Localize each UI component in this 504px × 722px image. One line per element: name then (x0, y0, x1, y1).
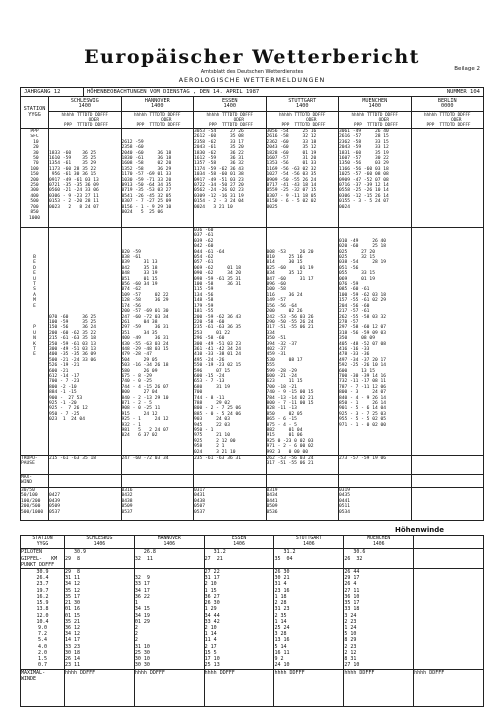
data-cell: 235 -61 -63 36 31 (194, 456, 267, 475)
observation-date: HÖHENBEOBACHTUNGEN VOM DIENSTAG , DEN 14. APRIL 1987 (87, 89, 260, 95)
hw-station-row (21, 536, 484, 549)
data-cell: 020 -59 038 -61 039 31 13 042 35 18 048 33 19 051 01 15 056 -60 34 19 074 -62 109 -57 02 22 128 -58 36 29 174 -56 200 -57 -69 01 30 247 -60 -72 03 34 261 04 38 297 -59 36 31 351 34 35 400 -49 36 31 430 -55 -63 03 24 448 -29 -48 03 15 479 -28 -47 504 29 05 503 -16 -34 26 18 580 26 09 675 - 8 -29 740 - 0 -25 744 - 4 -15 26 07 800 27 04 840 - 2 -13 29 10 871 - 2 - 5 908 - 0 -25 11 915 24 12 925 - 1 24 12 932 - 1 981 5 2 24 07 024 6 37 02 (121, 228, 194, 456)
station-name: SCHLESWIG 1400 (49, 97, 122, 112)
data-cell: 010 -49 26 40 020 -60 25 18 025 27 20 025 32 15 038 -54 28 19 051 -56 055 33 15 069 01 19 076 -59 085 -60 -61 100 -59 -62 03 18 157 -55 -61 02 29 204 -56 -60 217 -57 -61 262 -55 -58 03 32 278 -57 297 -58 -60 12 07 318 -56 -59 09 03 350 08 09 405 -48 -52 07 08 416 -16 -33 478 -33 -36 497 -34 -37 20 17 592 -25 -26 10 14 600 13 15 700 -30 -39 14 16 732 -11 -17 08 11 787 - 7 -11 12 06 800 - 3 24 07 840 - 4 - 9 26 14 850 - 1 26 14 901 - 5 - 6 14 04 925 - 3 - 7 25 03 955 - 5 - 5 02 05 971 - 1 - 0 02 00 (339, 228, 412, 456)
data-cell (194, 475, 267, 488)
data-cell (339, 475, 412, 488)
level-labels: PPP SFC 10 20 30 50 70 100 150 200 250 300 400 500 700 850 1000 (21, 129, 49, 228)
km-levels: 30.9 26.4 23.7 19.7 16.2 15.9 13.8 12.0 10.4 9.0 7.2 5.4 4.0 2.0 1.5 0.7 (21, 569, 65, 670)
station-name: STUTTGART 1400 (266, 97, 339, 112)
page-subtitle: Amtsblatt des Deutschen Wetterdienstes (200, 69, 304, 75)
data-cell: 3053 -54 27 26 2612 -60 35 08 2358 -62 33 17 2043 -61 35 20 1830 -62 36 22 1612 -59 36 31 1357 -58 36 32 1174 -59 -62 36 43 1034 -58 -60 01 38 0917 -49 -51 03 23 0722 -34 -50 27 20 0562 -24 -26 02 23 0309 -12 -16 31 19 0154 - 2 - 3 24 04 0024 3 21 10 (194, 129, 267, 228)
data-cell: 036 -60 037 -61 039 -62 042 -60 044 -61 -64 054 -62 057 -61 069 -62 01 18 090 -62 34 20 098 -59 -61 35 31 100 -58 36 31 115 -59 134 -56 148 -58 179 -59 181 -55 200 -59 -62 36 43 220 -58 -60 235 -61 -63 36 35 253 01 22 296 -58 -60 300 -49 -51 03 23 361 -41 -42 34 24 410 -33 -38 01 24 495 -24 -26 550 -19 -23 02 15 596 07 15 600 -15 -24 653 - 7 -13 680 31 19 700 744 - 8 -11 788 29 02 800 - 2 - 7 25 06 885 - 0 - 5 24 06 903 24 03 945 22 03 950 - 1 975 21 10 925 2 12 00 958 2 1 024 3 21 10 (194, 228, 267, 456)
station-name: MUENCHEN 1400 (339, 97, 412, 112)
hoehenwinde-table (20, 535, 484, 707)
maxwind-cell: hhhh DDFFF (134, 670, 204, 707)
data-cell: 1833 -60 36 25 1610 -59 35 25 1354 -61 35 29 1173 -60 28 35 22 956 -61 30 36 15 0917 -49 -61 03 13 0721 -35 -35 36 09 0560 -21 -24 33 06 0306 - 9 -23 27 11 0153 - 2 -20 28 11 0023 2 8 24 07 (49, 129, 122, 228)
data-cell: 3061 -49 26 40 2616 -57 28 15 2362 -58 33 15 2043 -59 33 12 1831 -60 35 19 1607 -57 30 22 1350 -56 03 29 1166 -56 -60 03 18 1025 -57 -60 08 08 0909 -47 -52 07 08 0716 -37 -39 12 14 0558 -25 -26 10 14 0306 -12 -15 26 14 0155 - 3 - 5 24 07 0024 (339, 129, 412, 228)
hw-station-name: SCHLESWIG 1406 (65, 536, 135, 549)
pilot-cell: 31.2 35 04 (274, 549, 344, 569)
thickness-label: 30/50 50/100 100/200 200/500 500/1000 (21, 488, 49, 521)
code-header: hhhhh TTTDTD DDFFF ODER PPP TTTDTD DDFFF (49, 112, 122, 129)
wind-cell: 29 8 31 11 34 12 35 12 35 17 21 30 01 16 01 15 35 21 36 12 34 12 14 17 33 23 30 18 26 14 23 11 (65, 569, 135, 670)
data-cell: 0319 0434 0441 0509 0536 (266, 488, 339, 521)
pilot-cell: 26.8 32 11 (134, 549, 204, 569)
maxwind-cell: hhhh DDFFF (344, 670, 414, 707)
standard-levels-row (21, 129, 484, 228)
data-cell (411, 228, 484, 456)
pilot-label: PILOTEN GIPFEL- KM PUNKT DDFFF (21, 549, 65, 569)
hw-maxwind-row (21, 670, 484, 707)
thickness-row (21, 488, 484, 521)
tropopause-label: TROPO- PAUSE (21, 456, 49, 475)
data-cell (121, 475, 194, 488)
data-cell: 273 -57 -59 19 06 (339, 456, 412, 475)
wind-data-row (21, 569, 484, 670)
hw-station-name: STUTTGART 1406 (274, 536, 344, 549)
code-header: hhhhh TTTDTD DDFFF ODER PPP TTTDTD DDFFF (266, 112, 339, 129)
maxwind-cell: hhhh DDFFF (414, 670, 484, 707)
code-header: hhhhh TTTDTD DDFFF ODER PPP TTTDTD DDFFF (339, 112, 412, 129)
data-cell: 008 -53 26 20 010 25 16 014 30 15 025 -60 01 19 034 35 12 047 -60 31 17 096 -60 100 -58 116 36 24 149 -57 156 -56 -64 200 02 26 242 -53 -56 03 26 290 -50 -55 26 24 317 -51 -55 06 21 334 350 -51 394 -32 -37 402 -37 459 -31 530 08 17 555 599 -28 -29 600 -21 -24 623 11 15 700 -18 -21 740 - 9 -15 00 15 784 -13 -14 02 21 800 - 7 -11 00 15 828 -11 -13 850 02 05 865 - 6 -15 875 - 4 - 5 882 01 04 915 01 06 925 0 -23 0 02 03 971 - 2 - 6 00 02 992 3 0 00 00 (266, 228, 339, 456)
data-cell: 0317 0431 0438 0507 0537 (194, 488, 267, 521)
pilot-cell (414, 549, 484, 569)
wind-cell: 27 22 31 17 2 10 1 15 36 27 26 30 1 29 34 44 33 42 2 10 1 14 11 4 2 17 15 5 17 10 25 13 (204, 569, 274, 670)
pilot-cell: 30.9 29 8 (65, 549, 135, 569)
jahrgang: JAHRGANG 12 (21, 88, 84, 96)
data-cell: 3056 -54 25 16 2616 -58 32 12 2362 -60 33 18 2043 -60 35 12 1828 -60 01 19 1607 -57 31 20 1353 -56 01 33 1169 -56 -63 02 32 1027 -54 -56 03 35 0909 -50 -55 26 24 0717 -41 -43 18 14 0559 -25 -32 07 15 0307 - 9 -11 18 05 0150 - 6 - 5 02 02 0025 (266, 129, 339, 228)
beilage-label: Beilage 2 (454, 66, 480, 72)
hw-maxwind-label: MAXIMAL- WINDE (21, 670, 65, 707)
hw-station-name: ESSEN 1406 (204, 536, 274, 549)
issue-number: NUMMER 104 (446, 89, 480, 95)
maxwind-cell: hhhh DDFFF (204, 670, 274, 707)
hw-station-label: STATION YYGG (21, 536, 65, 549)
hw-station-name (414, 536, 484, 549)
pilot-row (21, 549, 484, 569)
data-cell: 0319 0435 0441 0511 0534 (339, 488, 412, 521)
significant-levels-row (21, 228, 484, 456)
station-name: HANNOVER 1400 (121, 97, 194, 112)
ppp-label: PPP (30, 129, 39, 134)
tropopause-row (21, 456, 484, 475)
hoehenwinde-title: Höhenwinde (395, 526, 444, 535)
code-header: hhhhh TTTDTD DDFFF ODER PPP TTTDTD DDFFF (194, 112, 267, 129)
code-header: hhhhh TTTDTD DDFFF ODER PPP TTTDTD DDFFF (411, 112, 484, 129)
aerological-table (20, 96, 484, 521)
significant-label: B E D E U T S A M E P U N K T E (21, 228, 49, 456)
data-cell: 247 -60 -72 03 34 (121, 456, 194, 475)
data-cell (411, 129, 484, 228)
hw-station-name: HANNOVER 1406 (134, 536, 204, 549)
data-cell (411, 475, 484, 488)
data-cell: 070 -60 36 25 100 -59 35 25 150 -56 36 24 200 -60 -62 35 22 215 -61 -63 35 18 250 -59 -61 03 13 300 -49 -51 03 13 400 -35 -35 36 09 500 -21 -24 33 06 526 -19 -21 600 -21 612 -14 -17 700 - 7 -23 800 -2 -10 884 -1 -15 900 - 27 53 925 -1 -20 925 - 7 26 12 950 - 7 -25 023 1 24 04 (49, 228, 122, 456)
maxwind-row (21, 475, 484, 488)
maxwind-label: MAX- WIND (21, 475, 49, 488)
station-name: BERLIN 0000 (411, 97, 484, 112)
wind-cell: 26 30 30 21 31 4 23 16 1 18 2 28 31 23 2 35 1 14 25 24 3 28 13 16 5 14 16 11 9 2 24 10 (274, 569, 344, 670)
header-line (20, 87, 484, 96)
code-header: hhhhh TTTDTD DDFFF ODER PPP TTTDTD DDFFF (121, 112, 194, 129)
code-header-row (21, 112, 484, 129)
data-cell: 0427 0439 0509 0537 (49, 488, 122, 521)
data-cell: 0316 0432 0438 0509 0537 (121, 488, 194, 521)
page-title: Europäischer Wetterbericht (84, 46, 420, 68)
maxwind-cell: hhhh DDFFF (65, 670, 135, 707)
data-cell (411, 488, 484, 521)
section-title: AEROLOGISCHE WETTERMELDUNGEN (178, 77, 326, 84)
data-cell: 2612 -59 2358 -60 2040 -60 36 18 1830 -61 36 18 1608 -58 02 20 1352 -58 36 29 1170 -57 -69 01 33 1030 -59 -71 33 20 0913 -50 -64 34 35 0719 -35 -53 03 27 0541 -26 -45 32 05 0307 - 7 -27 25 09 0156 - 1 - 9 29 10 0024 5 25 06 (121, 129, 194, 228)
data-cell: 215 -61 -63 35 18 (49, 456, 122, 475)
hw-station-name: MUENCHEN 1406 (344, 536, 414, 549)
wind-cell: 32 9 33 17 34 17 36 22 1 34 15 34 19 01 29 2 2 2 31 10 25 30 30 10 30 30 (134, 569, 204, 670)
station-name: ESSEN 1400 (194, 97, 267, 112)
pilot-cell: 30.6 26 32 (344, 549, 414, 569)
maxwind-cell: hhhh DDFFF (274, 670, 344, 707)
data-cell (266, 475, 339, 488)
wind-cell (414, 569, 484, 670)
station-label: STATION YYGG (21, 97, 49, 129)
wind-cell: 26 44 29 17 26 4 27 11 36 10 35 17 33 18 3 24 2 23 1 24 5 10 8 29 2 23 2 12 8 31 27 10 (344, 569, 414, 670)
data-cell: 262 -53 -56 03 24 317 -51 -55 06 21 (266, 456, 339, 475)
data-cell (411, 456, 484, 475)
data-cell (49, 475, 122, 488)
station-row (21, 97, 484, 112)
pilot-cell: 31.2 27 21 (204, 549, 274, 569)
